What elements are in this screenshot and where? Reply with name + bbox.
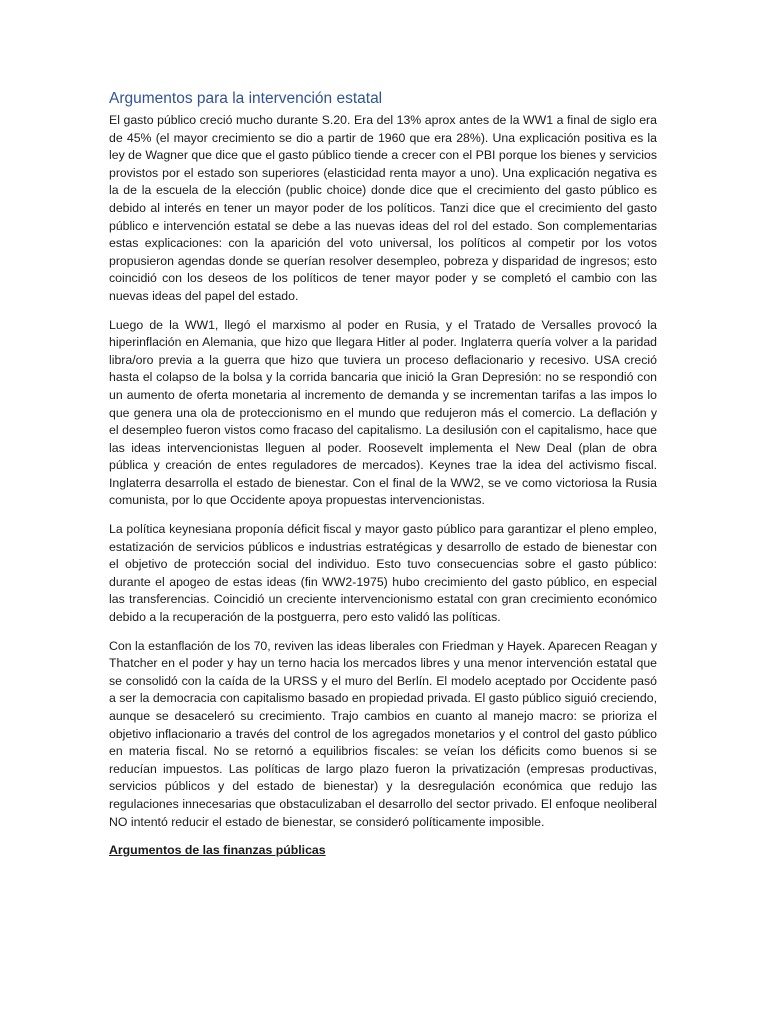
paragraph-keynesiana: La política keynesiana proponía déficit fiscal y mayor gasto público para garantizar el pleno empleo, estatización de servicios públicos e industrias estratégicas y desarrollo de estado de bienestar con el objetivo de protección social del individuo. Esto tuvo consecuencias sobre el gasto público: durante el apogeo de estas ideas (fin WW2-1975) hubo crecimiento del gasto público, en especial las transferencias. Coincidió un creciente intervencionismo estatal con gran crecimiento económico debido a la recuperación de la postguerra, pero esto validó las políticas.: [109, 522, 657, 625]
paragraph-estanflacion: Con la estanflación de los 70, reviven las ideas liberales con Friedman y Hayek. Aparecen Reagan y Thatcher en el poder y hay un terno hacia los mercados libres y una menor intervención estatal que se consolidó con la caída de la URSS y el muro del Berlín. El modelo aceptado por Occidente pasó a ser la democracia con capitalismo basado en propiedad privada. El gasto público siguió creciendo, aunque se desaceleró su crecimiento. Trajo cambios en cuanto al manejo macro: se prioriza el objetivo inflacionario a través del control de los agregados monetarios y el control del gasto público en materia fiscal. No se retornó a equilibrios fiscales: se veían los déficits como buenos si se reducían impuestos. Las políticas de largo plazo fueron la privatización (empresas productivas, servicios públicos y del estado de bienestar) y la desregulación económica que redujo las regulaciones innecesarias que obstaculizaban el desarrollo del sector privado. El enfoque neoliberal NO intentó reducir el estado de bienestar, se consideró políticamente imposible.: [109, 638, 657, 829]
section-heading: Argumentos para la intervención estatal: [109, 90, 383, 107]
paragraph-entreguerras: Luego de la WW1, llegó el marxismo al poder en Rusia, y el Tratado de Versalles provocó la hiperinflación en Alemania, que hizo que llegara Hitler al poder. Inglaterra quería volver a la paridad libra/oro previa a la guerra que hizo que tuviera un proceso deflacionario y recesivo. USA creció hasta el colapso de la bolsa y la corrida bancaria que inició la Gran Depresión: no se respondió con un aumento de oferta monetaria al incremento de demanda y se incrementan tarifas a las impos lo que genera una ola de proteccionismo en el mundo que redujeron más el comercio. La deflación y el desempleo fueron vistos como fracaso del capitalismo. La desilusión con el capitalismo, hace que las ideas intervencionistas lleguen al poder. Roosevelt implementa el New Deal (plan de obra pública y creación de entes reguladores de mercados). Keynes trae la idea del activismo fiscal. Inglaterra desarrolla el estado de bienestar. Con el final de la WW2, se ve como victoriosa la Rusia comunista, por lo que Occidente apoya propuestas intervencionistas.: [109, 317, 657, 508]
document-page: [109, 88, 657, 860]
subsection-heading: Argumentos de las finanzas públicas: [109, 843, 326, 858]
paragraph-crecimiento-gasto: El gasto público creció mucho durante S.20. Era del 13% aprox antes de la WW1 a final de siglo era de 45% (el mayor crecimiento se dio a partir de 1960 que era 28%). Una explicación positiva es la ley de Wagner que dice que el gasto público tiende a crecer con el PBI porque los bienes y servicios provistos por el estado son superiores (elasticidad renta mayor a uno). Una explicación negativa es la de la escuela de la elección (public choice) donde dice que el crecimiento del gasto público es debido al interés en tener un mayor poder de los políticos. Tanzi dice que el crecimiento del gasto público e intervención estatal se debe a las nuevas ideas del rol del estado. Son complementarias estas explicaciones: con la aparición del voto universal, los políticos al competir por los votos propusieron agendas donde se querían resolver desempleo, pobreza y disparidad de ingresos; esto coincidió con los deseos de los políticos de tener mayor poder y se completó el cambio con las nuevas ideas del papel del estado.: [109, 113, 657, 303]
